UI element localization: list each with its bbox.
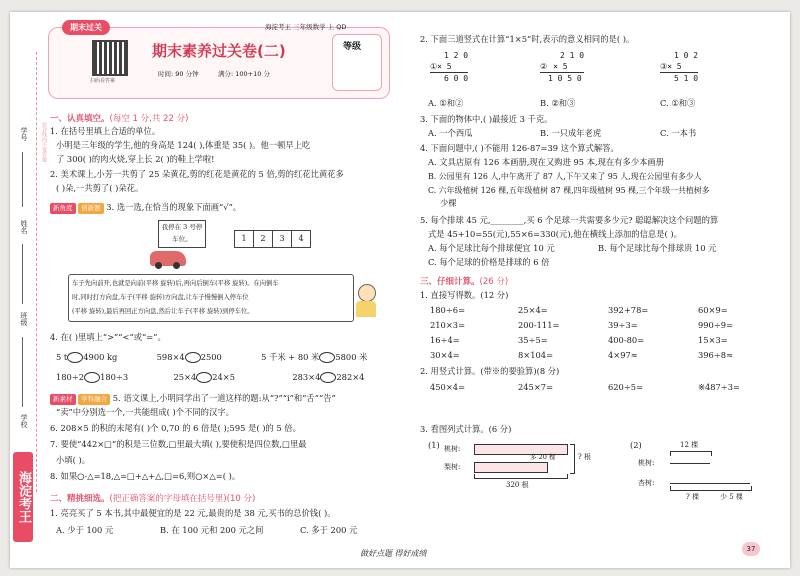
q8: 8. 如果○-△=18,△=□+△+△,□=6,则○×△=( )。 [50,471,241,481]
s3q1: 1. 直接写得数。(12 分) [420,290,509,300]
fig2-top-brace [670,451,712,456]
exam-time: 时间: 90 分钟 [158,70,199,78]
s3q3: 3. 看图列式计算。(6 分) [420,424,512,434]
fig1-unknown: ? 根 [578,453,591,461]
q3-note-line1: 车子先向前开,也就是向前(平移 旋转)后,再向后倒车(平移 旋转)。在向倒车 [72,280,279,287]
direct-calc[interactable]: 4×97≈ [608,350,638,360]
badge-innovative: 创新题 [78,203,104,214]
s2q4-option-c-cont: 少棵 [440,198,457,208]
qr-caption: 扫码看答案 [90,78,116,84]
direct-calc[interactable]: 35÷5= [518,335,548,345]
badge-new-material: 新素材 [50,394,76,405]
parking-lot [234,230,311,248]
sidebar-label-school: 学校 [20,414,28,428]
q2-line2: ( )朵,一共剪了( )朵花。 [56,183,144,193]
q3-note-line3: (平移 旋转),最后再回正方向盘,然后让车子(平移 旋转)到停车位。 [72,308,254,315]
s3q2: 2. 用竖式计算。(带※的要验算)(8 分) [420,366,560,376]
sidebar-line [22,152,23,207]
parking-slot: 3 [273,231,292,247]
s2q1: 1. 亮亮买了 5 本书,其中最便宜的是 22 元,最贵的是 38 元,买书的总价钱( )。 [50,508,336,518]
direct-calc[interactable]: 400-80= [608,335,645,345]
vertical-calc-3: 1 0 2 ③× 5 5 1 0 [660,51,699,83]
q3-note-line2: 时,同时打方向盘,车子(平移 旋转)方向盘,让车子慢慢倒入停车位 [72,294,249,301]
badge-subject-fusion: 学科融合 [78,394,110,405]
direct-calc[interactable]: 396÷8≈ [698,350,734,360]
parking-slot: 2 [254,231,273,247]
vertical-calc-item[interactable]: 245×7= [518,382,554,392]
s2q5-line2: 式是 45+10=55(元),55×6=330(元),他在横线上添加的信息是( )。 [428,229,682,239]
s2q5-line1: 5. 每个排球 45 元,________,买 6 个足球一共需要多少元? 聪聪解决这个问题的算 [420,215,719,225]
q5-line1: 新素材 学科融合 5. 语文课上,小明同学出了一道这样的题:从“?”“i”和“舌”“告” [50,393,336,405]
direct-calc[interactable]: 210×3= [430,320,466,330]
s2q5-option-b[interactable]: B. 每个足球比每个排球贵 10 元 [598,243,717,253]
direct-calc[interactable]: 180÷6= [430,305,466,315]
compare-circle[interactable] [84,372,100,383]
sidebar-cut-hint: 密封线内不要答题 [41,122,47,162]
s2q1-option-c[interactable]: C. 多于 200 元 [300,525,358,535]
car-wheel-icon [173,262,180,269]
exam-score: 满分: 100+10 分 [218,70,270,78]
compare-circle[interactable] [319,352,335,363]
vertical-calc-item[interactable]: 620÷5= [608,382,644,392]
footer-slogan: 做好点题 得好成绩 [360,549,427,558]
parking-slot: 4 [298,234,304,243]
direct-calc[interactable]: 16÷4= [430,335,460,345]
direct-calc[interactable]: 60×9= [698,305,728,315]
sidebar-line [22,337,23,407]
qr-code [92,40,128,76]
q4-prompt: 4. 在( )里填上“>”“<”或“=”。 [50,332,166,342]
s2q4: 4. 下面问题中,( )不能用 126-87=39 这个算式解答。 [420,143,619,153]
sidebar-logo: 海淀考王 [13,452,33,542]
s2q2-option-c[interactable]: C. ①和③ [660,98,696,108]
direct-calc[interactable]: 990÷9= [698,320,734,330]
fig1-more: 多 20 棵 [530,453,556,461]
fig2-label: (2) [630,440,642,450]
s2q4-option-b[interactable]: B. 公园里有 126 人,中午离开了 87 人,下午又来了 95 人,现在公园里有多少人 [428,172,702,181]
q4-row2: 180÷2 180÷3 25×4 24×5 283×4 282×4 [56,372,365,382]
compare-circle[interactable] [196,372,212,383]
section3-title: 三、仔细计算。(26 分) [420,277,509,287]
s2q3-option-b[interactable]: B. 一只成年老虎 [540,128,602,138]
vertical-calc-item[interactable]: ※487÷3= [698,382,740,392]
s2q2-option-b[interactable]: B. ②和③ [540,98,576,108]
badge-new-angle: 新角度 [50,203,76,214]
direct-calc[interactable]: 25×4= [518,305,548,315]
fig1-peach-label: 桃树: [444,445,461,453]
section2-title: 二、精挑细选。(把正确答案的字母填在括号里)(10 分) [50,494,256,504]
page-number: 37 [742,542,760,556]
fig1-pear-bar [474,462,548,473]
header-meta: 海淀考王 三年级数学 上 QD [265,23,347,31]
direct-calc[interactable]: 15×3= [698,335,728,345]
q1-line2: 了 300( )的肉火烧,穿上长 2( )的鞋上学啦! [56,154,215,164]
q5-line2: “卖”中分别选一个,一共能组成( )个不同的汉字。 [56,407,234,417]
exam-title: 期末素养过关卷(二) [152,42,286,60]
s2q4-option-c[interactable]: C. 六年级植树 126 棵,五年级植树 87 棵,四年级植树 95 棵,三个年级一共植树多 [428,186,710,195]
q1-line1: 小明是三年级的学生,他的身高是 124( ),体重是 35( )。他一顿早上吃 [56,140,311,150]
direct-calc[interactable]: 392+78= [608,305,649,315]
q4-row1: 5 t 4900 kg 598×4 2500 5 千米 + 80 米 5800 米 [56,352,368,362]
q2-line1: 2. 美术课上,小芳一共剪了 25 朵黄花,剪的红花是黄花的 5 倍,剪的红花比黄花多 [50,169,344,179]
s2q3: 3. 下面的物体中,( )最接近 3 千克。 [420,114,553,124]
sidebar-label-name: 姓名 [20,220,28,234]
q1-prompt: 1. 在括号里填上合适的单位。 [50,126,161,136]
sidebar [10,12,46,568]
fig2-apricot-label: 杏树: [638,479,655,487]
s2q4-option-a[interactable]: A. 文具店原有 126 本画册,现在又购进 95 本,现在有多少本画册 [428,157,665,167]
direct-calc[interactable]: 8×104= [518,350,554,360]
fig2-apricot-line [670,483,750,484]
direct-calc[interactable]: 200-111= [518,320,560,330]
s2q5-option-c[interactable]: C. 每个足球的价格是排球的 6 倍 [428,257,550,267]
fig2-unknown: ? 棵 [686,493,699,501]
fig1-label: (1) [428,440,440,450]
car-sign: 我停在 3 号停车位。 [158,220,206,248]
fig1-brace [570,444,575,474]
section1-title: 一、认真填空。(每空 1 分,共 22 分) [50,114,189,124]
fig1-pear-label: 梨树: [444,463,461,471]
fig2-top: 12 棵 [680,441,699,449]
sidebar-label-class: 班级 [20,312,28,326]
vertical-calc-2: 2 1 0 ② × 5 1 0 5 0 [540,51,585,83]
fig1-total: 320 根 [506,481,529,489]
direct-calc[interactable]: 39÷3= [608,320,638,330]
direct-calc[interactable]: 30×4= [430,350,460,360]
exam-page [10,12,790,568]
sidebar-label-student-id: 学号 [20,127,28,141]
s2q1-option-b[interactable]: B. 在 100 元和 200 元之间 [160,525,264,535]
parking-slot: 1 [235,231,254,247]
compare-circle[interactable] [67,352,83,363]
q3-prompt: 新角度 创新题 3. 选一选,在恰当的现象下面画“√”。 [50,202,241,214]
s2q5-option-a[interactable]: A. 每个足球比每个排球便宜 10 元 [428,243,555,253]
compare-circle[interactable] [185,352,201,363]
vertical-calc-1: 1 2 0 ①× 5 6 0 0 [430,51,469,83]
vertical-calc-item[interactable]: 450×4= [430,382,466,392]
student-avatar [358,284,376,302]
fig2-peach-line [670,463,710,464]
s2q2-option-a[interactable]: A. ①和② [428,98,464,108]
sidebar-dashed-line [36,52,37,492]
car-wheel-icon [155,262,162,269]
s2q3-option-a[interactable]: A. 一个西瓜 [428,128,473,138]
grade-label: 等级 [343,42,362,52]
s2q2: 2. 下面三道竖式在计算“1×5”时,表示的意义相同的是( )。 [420,34,635,44]
q7-line2: 小填( )。 [56,455,91,465]
q6: 6. 208×5 的积的末尾有( )个 0,70 的 6 倍是( );595 是( )的 5 倍。 [50,423,301,433]
q7-line1: 7. 要使“442×□”的积是三位数,□里最大填( ),要使积是四位数,□里最 [50,439,307,449]
fig2-less: 少 5 棵 [720,493,743,501]
fig1-total-brace [474,474,568,479]
fig2-apricot-brace [670,486,752,491]
s2q3-option-c[interactable]: C. 一本书 [660,128,697,138]
fig2-peach-label: 桃树: [638,459,655,467]
student-body [356,301,376,317]
s2q1-option-a[interactable]: A. 少于 100 元 [56,525,114,535]
compare-circle[interactable] [320,372,336,383]
header-badge: 期末过关 [62,20,110,35]
sidebar-line [22,244,23,304]
